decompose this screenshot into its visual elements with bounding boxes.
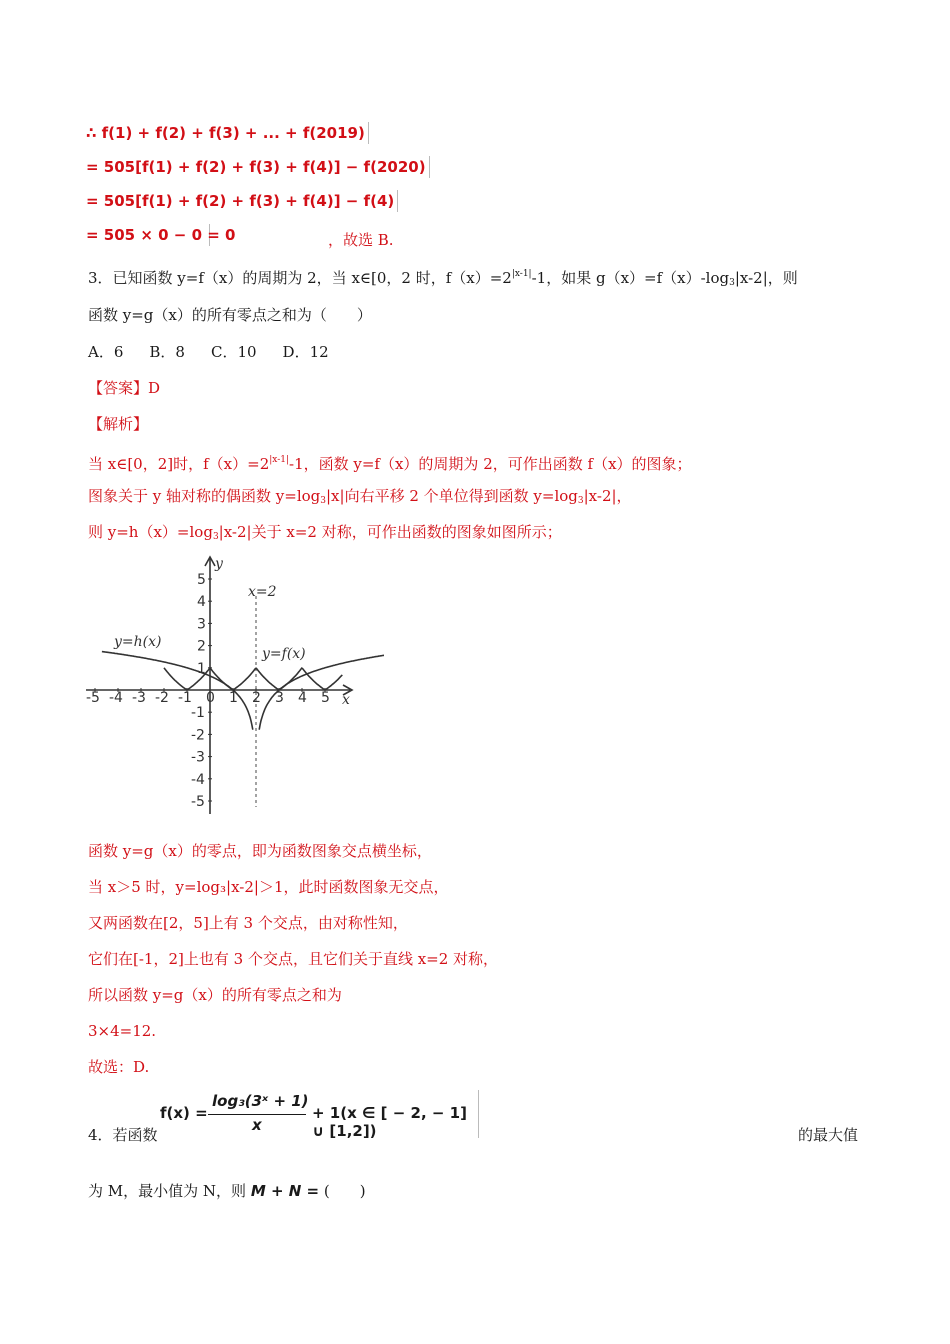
- after-line-7: 故选：D.: [88, 1058, 150, 1076]
- y-tick-label: 5: [197, 572, 206, 588]
- fraction-bar: [208, 1114, 306, 1115]
- x-tick-label: -3: [132, 690, 146, 706]
- y-tick-label: 3: [197, 616, 206, 633]
- x-tick-label: 0: [206, 690, 215, 706]
- q4-suffix: 的最大值: [798, 1126, 859, 1144]
- formula-line-2: = 505[f(1) + f(2) + f(3) + f(4)] − f(2020): [86, 156, 430, 178]
- x-tick-label: -4: [109, 690, 123, 706]
- x-tick-label: 2: [252, 690, 261, 706]
- y-tick-label: 1: [197, 660, 206, 677]
- formula-numerator: log₃(3ˣ + 1): [212, 1092, 309, 1110]
- after-line-3: 又两函数在[2，5]上有 3 个交点，由对称性知，: [88, 914, 408, 932]
- analysis-label: 【解析】: [88, 415, 149, 433]
- x-tick-label: 5: [321, 690, 330, 706]
- x-tick-label: -5: [86, 690, 100, 706]
- after-line-4: 它们在[-1，2]上也有 3 个交点，且它们关于直线 x=2 对称，: [88, 950, 499, 968]
- option-a: A．6: [88, 343, 124, 361]
- q3-options: [88, 341, 329, 363]
- q4-prefix: 4．若函数: [88, 1126, 158, 1144]
- after-line-6: 3×4=12.: [88, 1022, 157, 1040]
- analysis-line-2: 图象关于 y 轴对称的偶函数 $y=\log_3|x|$向右平移 2 个单位得到函数 $y=\log_3|x-2|$，: [88, 487, 632, 506]
- after-line-1: 函数 y=g（x）的零点，即为函数图象交点横坐标，: [88, 842, 432, 860]
- answer-label: 【答案】D: [88, 379, 161, 397]
- formula-line-4: = 505 × 0 − 0 = 0: [86, 226, 236, 244]
- y-tick-label: -3: [191, 749, 205, 766]
- option-b: B．8: [149, 343, 185, 361]
- q3-stem-line1: 3．已知函数 y=f（x）的周期为 2，当 x∈[0，2 时，$f(x)=2^{|x-1|}-1$，如果 $g(x)=f(x)-\log_3|x-2|$，则: [88, 269, 798, 288]
- analysis-line-1: 当 x∈[0，2]时，$f(x)=2^{|x-1|}-1$，函数 y=f（x）的周期为 2，可作出函数 f（x）的图象；: [88, 455, 692, 473]
- label-h: y=h(x): [114, 634, 162, 650]
- option-d: D．12: [282, 343, 329, 361]
- y-tick-label: 2: [197, 638, 206, 655]
- function-graph: [84, 552, 384, 814]
- x-tick-label: 3: [275, 690, 284, 706]
- x-tick-label: 4: [298, 690, 307, 706]
- y-tick-label: -4: [191, 771, 205, 788]
- formula-lhs: f(x) =: [160, 1104, 208, 1122]
- formula-rest: + 1(x ∈ [ − 2, − 1] ∪ [1,2]): [312, 1104, 467, 1140]
- q3-stem-line2: 函数 y=g（x）的所有零点之和为（ ）: [88, 306, 372, 324]
- option-c: C．10: [210, 343, 257, 361]
- y-tick-label: -1: [191, 705, 205, 722]
- after-line-5: 所以函数 y=g（x）的所有零点之和为: [88, 986, 342, 1004]
- mn-formula: M + N =: [250, 1182, 320, 1200]
- x-tick-label: 1: [229, 690, 238, 706]
- q4-line2: 为 M，最小值为 N，则 M + N = ( ): [88, 1182, 366, 1200]
- after-line-2: 当 x＞5 时，y=log₃|x-2|＞1，此时函数图象无交点，: [88, 878, 449, 896]
- y-tick-label: -2: [191, 727, 205, 744]
- formula-line-3: = 505[f(1) + f(2) + f(3) + f(4)] − f(4): [86, 190, 398, 212]
- formula-denominator: x: [252, 1116, 262, 1134]
- conclusion-text: ，故选 B.: [328, 231, 394, 249]
- label-x-equals-2: x=2: [248, 584, 277, 600]
- q4-formula: [160, 1090, 479, 1138]
- formula-line-1: ∴ f(1) + f(2) + f(3) + ... + f(2019): [86, 122, 369, 144]
- y-axis-label: y: [215, 556, 223, 572]
- analysis-line-3: 则 $y=h(x)=\log_3|x-2|$关于 x=2 对称，可作出函数的图象如图所示；: [88, 523, 562, 542]
- y-tick-label: -5: [191, 794, 205, 810]
- x-tick-label: -1: [178, 690, 192, 706]
- label-f: y=f(x): [262, 646, 306, 662]
- x-axis-label: x: [342, 692, 350, 708]
- y-tick-label: 4: [197, 594, 206, 611]
- x-tick-label: -2: [155, 690, 169, 706]
